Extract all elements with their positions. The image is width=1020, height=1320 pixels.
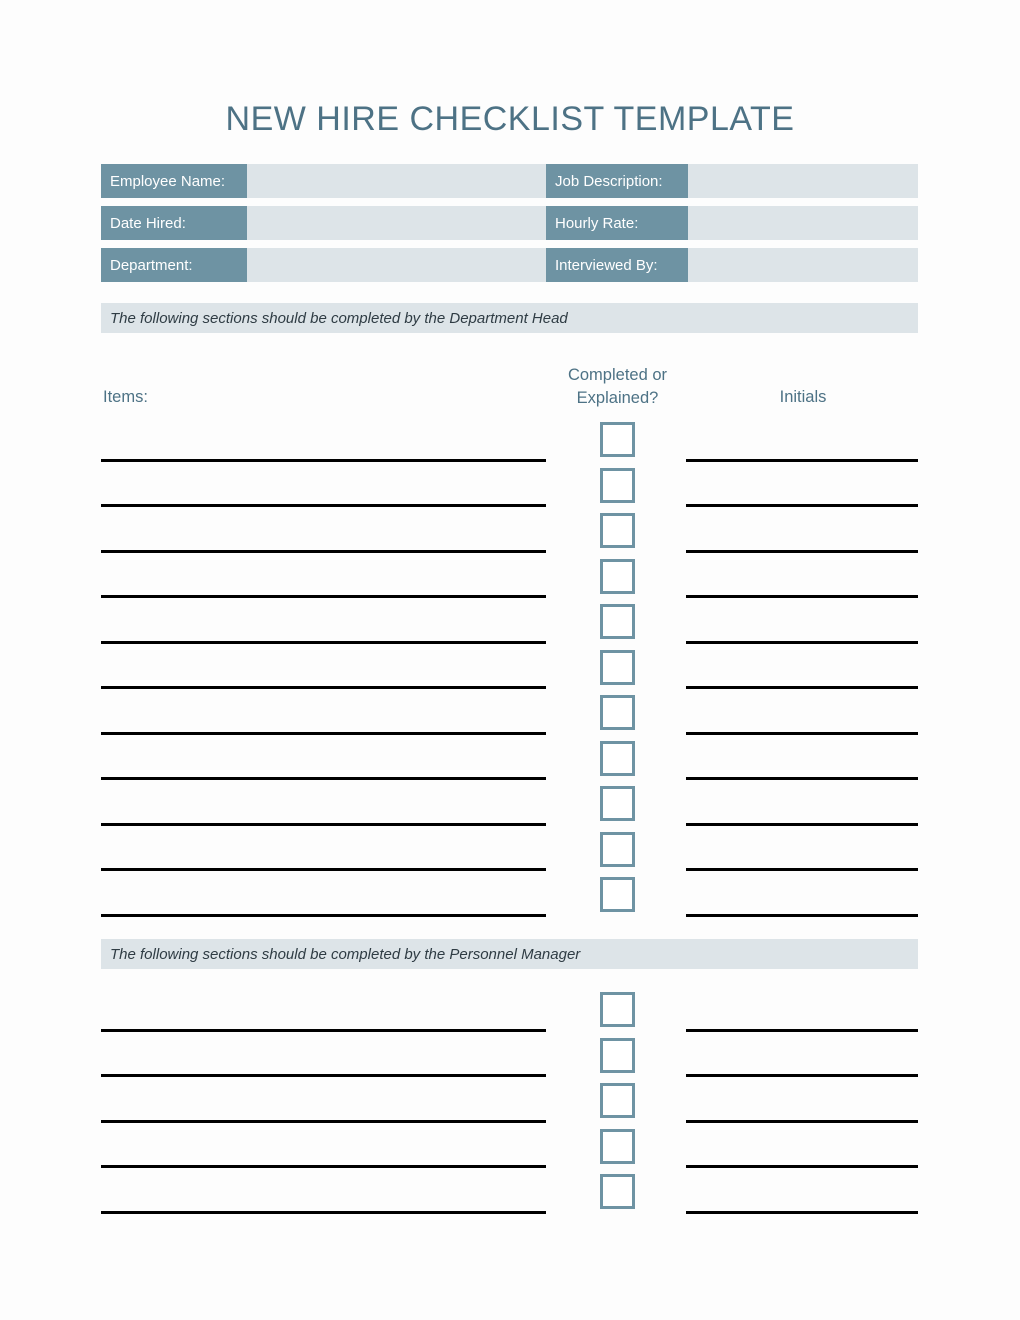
item-write-line[interactable] bbox=[101, 641, 546, 644]
employee-info-grid bbox=[101, 164, 918, 290]
item-write-line[interactable] bbox=[101, 823, 546, 826]
item-write-line[interactable] bbox=[101, 1120, 546, 1123]
initials-write-line[interactable] bbox=[686, 686, 918, 689]
job-description-input[interactable] bbox=[688, 164, 918, 198]
item-write-line[interactable] bbox=[101, 459, 546, 462]
info-cell-interviewed-by bbox=[546, 248, 918, 282]
checklist-row bbox=[0, 646, 1020, 692]
employee-name-label: Employee Name: bbox=[101, 164, 247, 198]
completed-or-explained-checkbox[interactable] bbox=[600, 468, 635, 503]
checklist-row bbox=[0, 873, 1020, 919]
initials-write-line[interactable] bbox=[686, 777, 918, 780]
initials-write-line[interactable] bbox=[686, 595, 918, 598]
info-cell-job-description bbox=[546, 164, 918, 198]
initials-write-line[interactable] bbox=[686, 1029, 918, 1032]
personnel-manager-checklist-rows bbox=[0, 988, 1020, 1216]
checklist-row bbox=[0, 555, 1020, 601]
initials-write-line[interactable] bbox=[686, 1165, 918, 1168]
department-input[interactable] bbox=[247, 248, 546, 282]
interviewed-by-label: Interviewed By: bbox=[546, 248, 688, 282]
department-head-checklist-rows bbox=[0, 418, 1020, 919]
column-header-completed-line2: Explained? bbox=[576, 389, 659, 407]
checklist-row bbox=[0, 1034, 1020, 1080]
employee-name-input[interactable] bbox=[247, 164, 546, 198]
department-label: Department: bbox=[101, 248, 247, 282]
info-row bbox=[101, 206, 918, 240]
date-hired-label: Date Hired: bbox=[101, 206, 247, 240]
personnel-manager-notice-bar: The following sections should be completed by the Personnel Manager bbox=[101, 939, 918, 969]
item-write-line[interactable] bbox=[101, 1074, 546, 1077]
checklist-row bbox=[0, 737, 1020, 783]
initials-write-line[interactable] bbox=[686, 868, 918, 871]
item-write-line[interactable] bbox=[101, 550, 546, 553]
checklist-row bbox=[0, 509, 1020, 555]
info-row bbox=[101, 248, 918, 282]
checklist-row bbox=[0, 418, 1020, 464]
completed-or-explained-checkbox[interactable] bbox=[600, 513, 635, 548]
checklist-row bbox=[0, 464, 1020, 510]
column-header-completed-or-explained bbox=[540, 364, 695, 410]
info-row bbox=[101, 164, 918, 198]
completed-or-explained-checkbox[interactable] bbox=[600, 1129, 635, 1164]
completed-or-explained-checkbox[interactable] bbox=[600, 832, 635, 867]
completed-or-explained-checkbox[interactable] bbox=[600, 1038, 635, 1073]
info-cell-employee-name bbox=[101, 164, 546, 198]
checklist-row bbox=[0, 691, 1020, 737]
initials-write-line[interactable] bbox=[686, 504, 918, 507]
completed-or-explained-checkbox[interactable] bbox=[600, 695, 635, 730]
checklist-row bbox=[0, 600, 1020, 646]
info-cell-department bbox=[101, 248, 546, 282]
item-write-line[interactable] bbox=[101, 595, 546, 598]
initials-write-line[interactable] bbox=[686, 550, 918, 553]
item-write-line[interactable] bbox=[101, 686, 546, 689]
completed-or-explained-checkbox[interactable] bbox=[600, 422, 635, 457]
checklist-row bbox=[0, 1079, 1020, 1125]
column-header-initials: Initials bbox=[779, 388, 827, 406]
initials-write-line[interactable] bbox=[686, 1211, 918, 1214]
item-write-line[interactable] bbox=[101, 504, 546, 507]
item-write-line[interactable] bbox=[101, 732, 546, 735]
checklist-row bbox=[0, 1170, 1020, 1216]
initials-write-line[interactable] bbox=[686, 641, 918, 644]
initials-write-line[interactable] bbox=[686, 1074, 918, 1077]
page-title: NEW HIRE CHECKLIST TEMPLATE bbox=[225, 100, 795, 138]
interviewed-by-input[interactable] bbox=[688, 248, 918, 282]
date-hired-input[interactable] bbox=[247, 206, 546, 240]
job-description-label: Job Description: bbox=[546, 164, 688, 198]
department-head-notice-bar: The following sections should be completed by the Department Head bbox=[101, 303, 918, 333]
completed-or-explained-checkbox[interactable] bbox=[600, 877, 635, 912]
completed-or-explained-checkbox[interactable] bbox=[600, 604, 635, 639]
initials-write-line[interactable] bbox=[686, 459, 918, 462]
item-write-line[interactable] bbox=[101, 914, 546, 917]
column-header-items: Items: bbox=[103, 388, 148, 406]
completed-or-explained-checkbox[interactable] bbox=[600, 1174, 635, 1209]
item-write-line[interactable] bbox=[101, 868, 546, 871]
item-write-line[interactable] bbox=[101, 777, 546, 780]
checklist-row bbox=[0, 988, 1020, 1034]
initials-write-line[interactable] bbox=[686, 914, 918, 917]
initials-write-line[interactable] bbox=[686, 823, 918, 826]
item-write-line[interactable] bbox=[101, 1211, 546, 1214]
completed-or-explained-checkbox[interactable] bbox=[600, 992, 635, 1027]
item-write-line[interactable] bbox=[101, 1165, 546, 1168]
info-cell-date-hired bbox=[101, 206, 546, 240]
info-cell-hourly-rate bbox=[546, 206, 918, 240]
checklist-row bbox=[0, 782, 1020, 828]
item-write-line[interactable] bbox=[101, 1029, 546, 1032]
completed-or-explained-checkbox[interactable] bbox=[600, 786, 635, 821]
hourly-rate-input[interactable] bbox=[688, 206, 918, 240]
checklist-row bbox=[0, 1125, 1020, 1171]
column-header-completed-line1: Completed or bbox=[567, 366, 668, 384]
hourly-rate-label: Hourly Rate: bbox=[546, 206, 688, 240]
checklist-row bbox=[0, 828, 1020, 874]
completed-or-explained-checkbox[interactable] bbox=[600, 1083, 635, 1118]
completed-or-explained-checkbox[interactable] bbox=[600, 559, 635, 594]
initials-write-line[interactable] bbox=[686, 732, 918, 735]
completed-or-explained-checkbox[interactable] bbox=[600, 650, 635, 685]
initials-write-line[interactable] bbox=[686, 1120, 918, 1123]
completed-or-explained-checkbox[interactable] bbox=[600, 741, 635, 776]
